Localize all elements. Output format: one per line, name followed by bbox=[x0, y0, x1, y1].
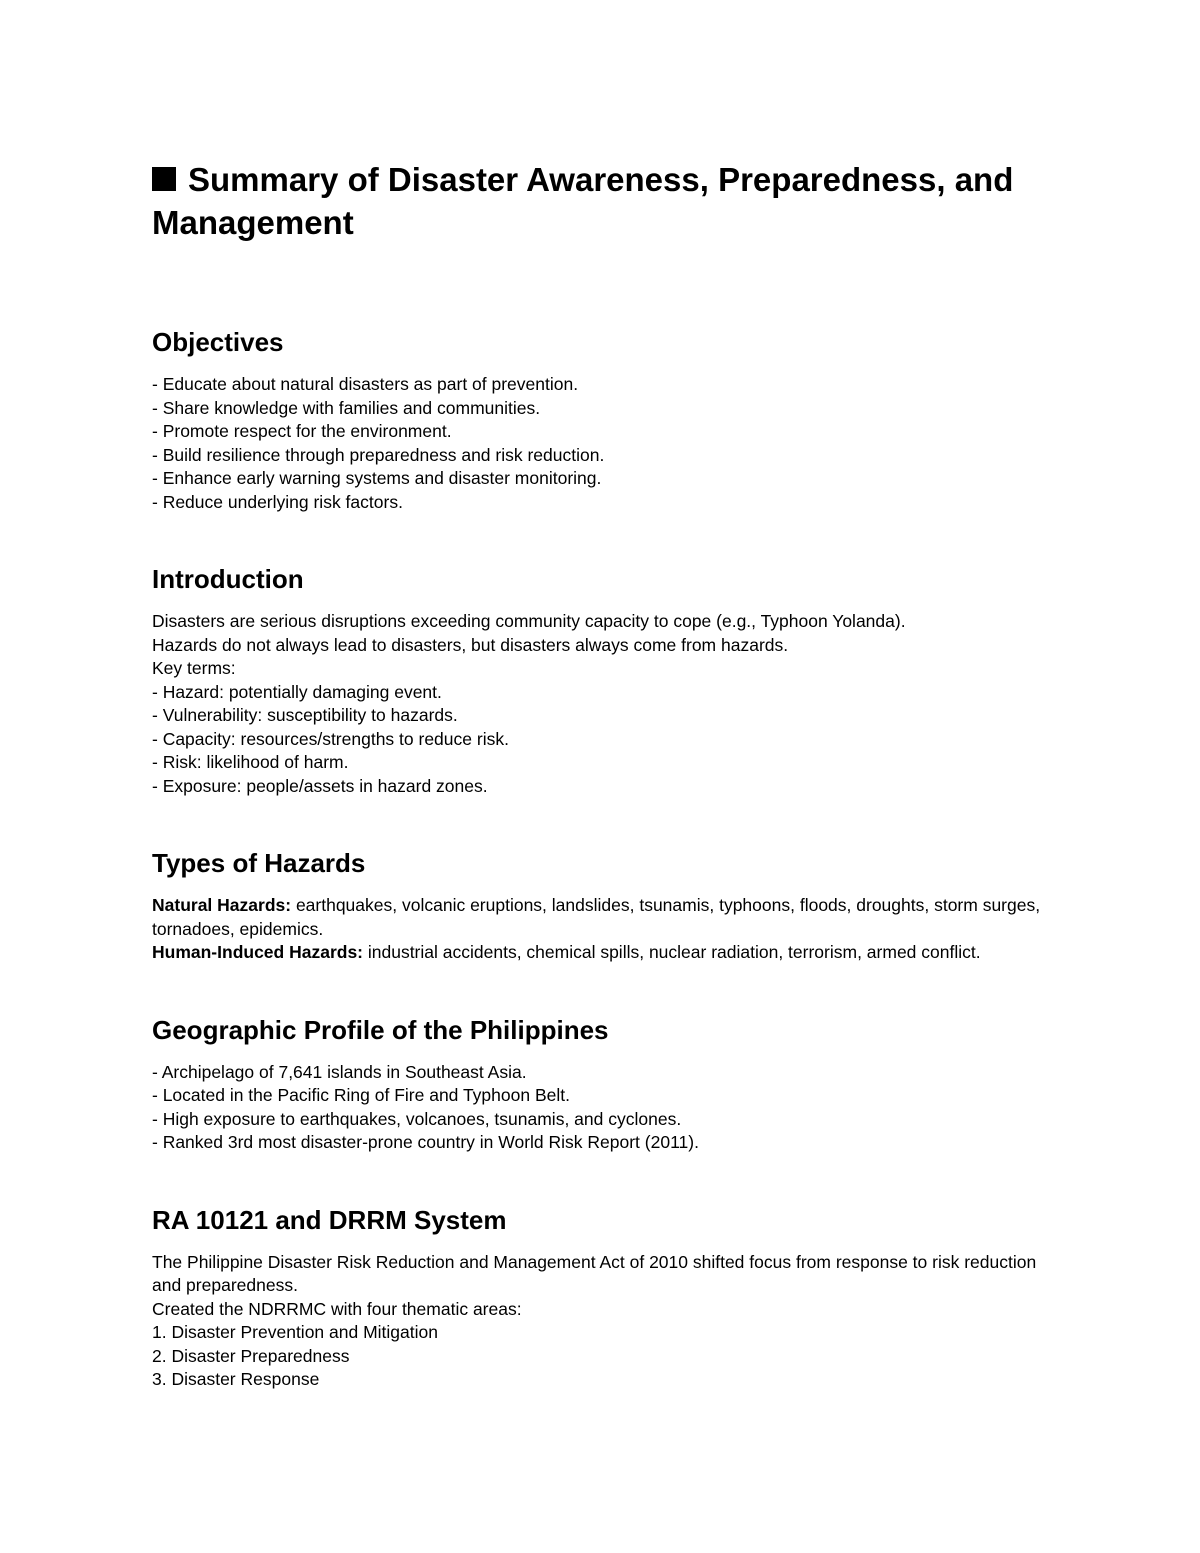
human-hazards-label: Human-Induced Hazards: bbox=[152, 942, 363, 962]
geography-item: - Ranked 3rd most disaster-prone country in World Risk Report (2011). bbox=[152, 1132, 699, 1152]
thematic-area-item: 1. Disaster Prevention and Mitigation bbox=[152, 1322, 438, 1342]
introduction-paragraph: Disasters are serious disruptions exceeding community capacity to cope (e.g., Typhoon Yolanda). bbox=[152, 611, 906, 631]
objective-item: - Build resilience through preparedness and risk reduction. bbox=[152, 444, 605, 465]
human-hazards-text: industrial accidents, chemical spills, nuclear radiation, terrorism, armed conflict. bbox=[363, 942, 981, 962]
document-title-text: Summary of Disaster Awareness, Preparedness, and Management bbox=[152, 161, 1014, 241]
document-title bbox=[152, 158, 1052, 244]
introduction-section bbox=[152, 564, 1052, 798]
hazards-heading: Types of Hazards bbox=[152, 848, 366, 878]
introduction-paragraph: Hazards do not always lead to disasters, but disasters always come from hazards. bbox=[152, 634, 789, 655]
objective-item: - Promote respect for the environment. bbox=[152, 421, 452, 441]
natural-hazards-paragraph bbox=[152, 894, 1052, 941]
objective-item: - Share knowledge with families and communities. bbox=[152, 397, 541, 418]
drrm-paragraph: Created the NDRRMC with four thematic areas: bbox=[152, 1298, 522, 1319]
natural-hazards-label: Natural Hazards: bbox=[152, 895, 292, 915]
objective-item: - Reduce underlying risk factors. bbox=[152, 491, 403, 512]
geography-section bbox=[152, 1015, 1052, 1155]
thematic-area-item: 2. Disaster Preparedness bbox=[152, 1345, 350, 1366]
introduction-heading: Introduction bbox=[152, 564, 304, 594]
hazards-section bbox=[152, 848, 1052, 965]
key-term-item: - Vulnerability: susceptibility to hazards. bbox=[152, 705, 458, 725]
objectives-heading: Objectives bbox=[152, 327, 284, 357]
key-term-item: - Exposure: people/assets in hazard zones. bbox=[152, 775, 488, 796]
drrm-paragraph: The Philippine Disaster Risk Reduction and Management Act of 2010 shifted focus from response to risk reduction and preparedness. bbox=[152, 1251, 1037, 1295]
black-square-icon bbox=[152, 167, 176, 191]
document-page bbox=[152, 158, 1052, 1442]
objective-item: - Enhance early warning systems and disaster monitoring. bbox=[152, 468, 602, 488]
drrm-heading: RA 10121 and DRRM System bbox=[152, 1204, 507, 1235]
drrm-section bbox=[152, 1205, 1052, 1392]
key-term-item: - Hazard: potentially damaging event. bbox=[152, 681, 442, 702]
objectives-section bbox=[152, 327, 1052, 514]
key-term-item: - Risk: likelihood of harm. bbox=[152, 752, 349, 772]
natural-hazards-text: earthquakes, volcanic eruptions, landslides, tsunamis, typhoons, floods, droughts, storm surges, tornadoes, epidemics. bbox=[152, 895, 1041, 939]
human-hazards-paragraph bbox=[152, 941, 1052, 965]
geography-item: - Archipelago of 7,641 islands in Southeast Asia. bbox=[152, 1061, 527, 1082]
geography-item: - High exposure to earthquakes, volcanoes, tsunamis, and cyclones. bbox=[152, 1108, 682, 1129]
geography-item: - Located in the Pacific Ring of Fire and Typhoon Belt. bbox=[152, 1085, 570, 1105]
objective-item: - Educate about natural disasters as part of prevention. bbox=[152, 374, 579, 394]
key-term-item: - Capacity: resources/strengths to reduce risk. bbox=[152, 728, 509, 749]
thematic-area-item: 3. Disaster Response bbox=[152, 1369, 320, 1389]
key-terms-label: Key terms: bbox=[152, 658, 236, 678]
geography-heading: Geographic Profile of the Philippines bbox=[152, 1014, 609, 1045]
